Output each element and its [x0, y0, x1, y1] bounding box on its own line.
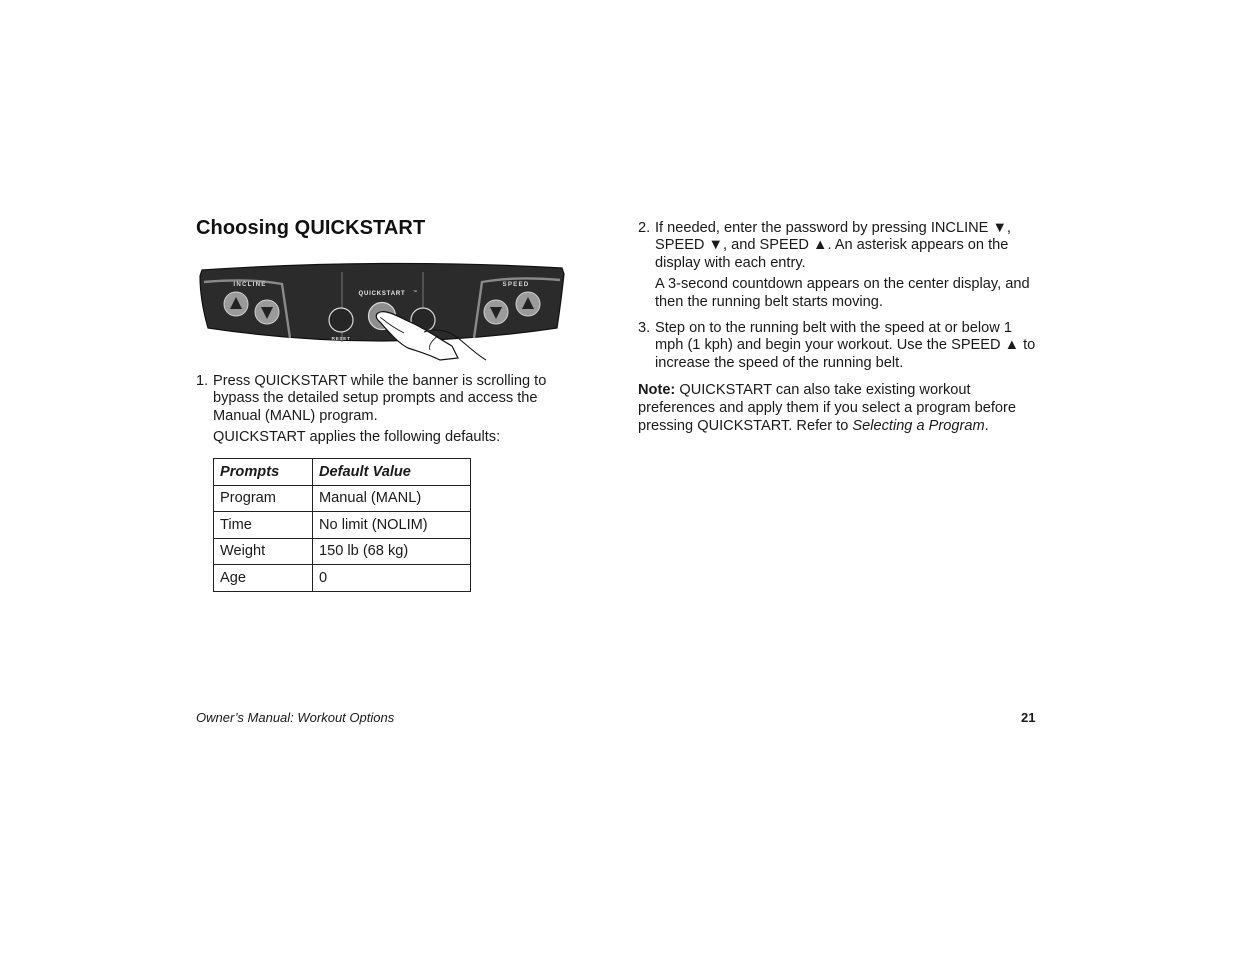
note-label: Note: [638, 382, 676, 398]
note-paragraph [638, 381, 1043, 435]
step-1 [196, 373, 576, 447]
page-number: 21 [1021, 710, 1036, 725]
trademark-symbol: ™ [413, 289, 417, 294]
quickstart-label: QUICKSTART [358, 291, 406, 297]
footer-title: Owner’s Manual: Workout Options [196, 710, 395, 725]
table-row [214, 538, 471, 565]
table-cell: Program [214, 485, 313, 512]
table-cell: Manual (MANL) [313, 485, 471, 512]
table-header-cell: Default Value [313, 459, 471, 486]
table-row [214, 485, 471, 512]
defaults-table [213, 458, 471, 592]
step-text: Press QUICKSTART while the banner is scrolling to bypass the detailed setup prompts and access the Manual (MANL) program. [213, 373, 547, 424]
incline-down-button[interactable] [255, 300, 279, 324]
speed-label: SPEED [502, 281, 530, 288]
table-cell: 0 [313, 565, 471, 592]
step-text: If needed, enter the password by pressing INCLINE ▼, SPEED ▼, and SPEED ▲. An asterisk appears on the display with each entry. [655, 220, 1011, 271]
note-reference: Selecting a Program [852, 418, 985, 434]
table-cell: 150 lb (68 kg) [313, 538, 471, 565]
incline-up-button[interactable] [224, 292, 248, 316]
incline-label: INCLINE [233, 281, 267, 288]
treadmill-console-illustration [196, 262, 568, 362]
table-header-row [214, 459, 471, 486]
step-text: Step on to the running belt with the speed at or below 1 mph (1 kph) and begin your workout. Use the SPEED ▲ to increase the speed of the running belt. [655, 320, 1036, 371]
table-cell: Weight [214, 538, 313, 565]
step-2 [638, 220, 1043, 311]
table-cell: Time [214, 512, 313, 539]
step-subtext: A 3-second countdown appears on the center display, and then the running belt starts moving. [655, 276, 1030, 310]
step-subtext: QUICKSTART applies the following defaults: [213, 429, 501, 446]
table-cell: Age [214, 565, 313, 592]
table-row [214, 512, 471, 539]
step-number: 1. [196, 373, 209, 389]
step-number: 2. [638, 220, 651, 236]
note-end: . [984, 418, 989, 434]
reset-button[interactable] [329, 308, 353, 332]
reset-label: RESET [331, 337, 351, 342]
step-3 [638, 320, 1043, 372]
note-text: QUICKSTART can also take existing workout preferences and apply them if you select a program before pressing QUICKSTART. Refer to [638, 382, 1017, 434]
page-title: Choosing QUICKSTART [196, 217, 426, 239]
speed-down-button[interactable] [484, 300, 508, 324]
table-row [214, 565, 471, 592]
table-header-cell: Prompts [214, 459, 313, 486]
speed-up-button[interactable] [516, 292, 540, 316]
step-number: 3. [638, 320, 651, 336]
table-cell: No limit (NOLIM) [313, 512, 471, 539]
